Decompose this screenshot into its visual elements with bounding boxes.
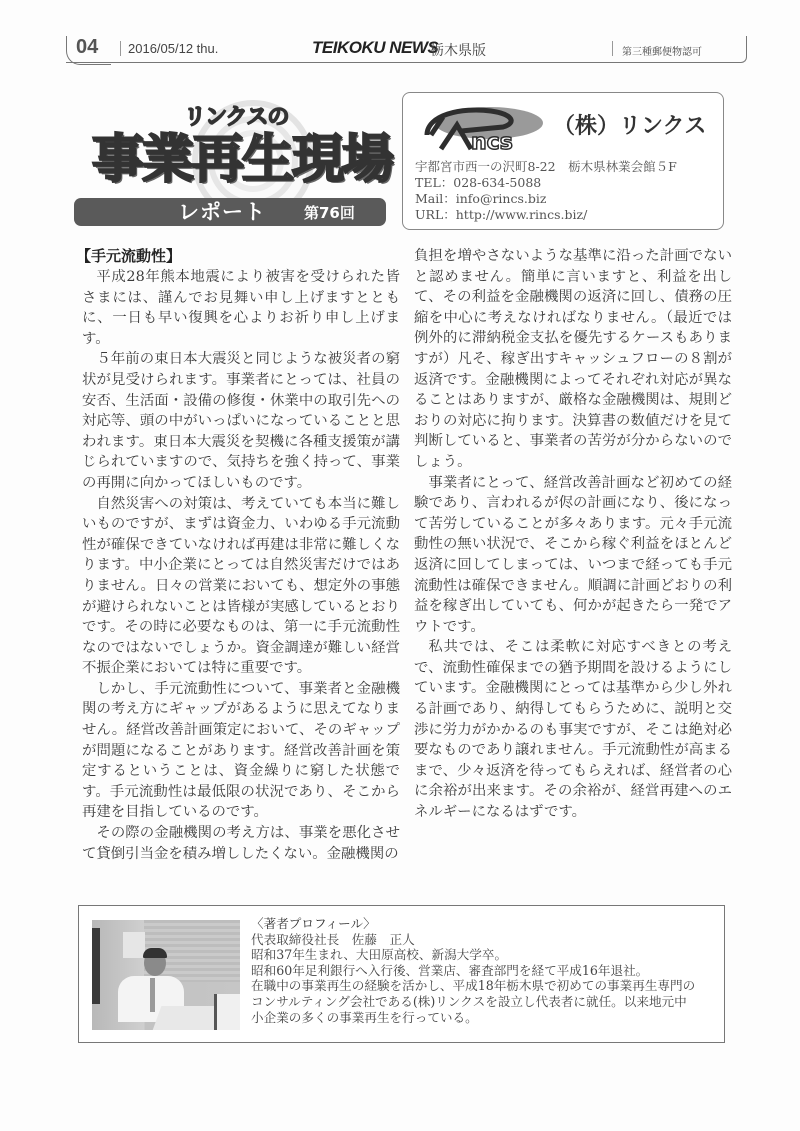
svg-text:ncs: ncs — [471, 130, 513, 153]
rincs-logo-icon — [421, 101, 543, 153]
coat — [92, 928, 100, 1004]
company-contact — [415, 159, 677, 223]
article-heading: 【手元流動性】 — [76, 247, 182, 265]
article-paragraph: しかし、手元流動性について、事業者と金融機関の考え方にギャップがあるように思えてなりません。経営改善計画策定において、そのギャップが問題になることがあります。経営改善計画を策定するということは、資金繰りに窮した状態です。手元流動性は最低限の状況であり、そこから再建を目指しているのです。 — [82, 680, 400, 821]
profile-line: 代表取締役社長 佐藤 正人 — [251, 931, 415, 947]
article-paragraph: 自然災害への対策は、考えていても本当に難しいものですが、まずは資金力、いわゆる手元流動性が確保できていなければ再建は非常に難しくなります。中小企業にとっては自然災害だけではありません。日々の営業においても、想定外の事態が避けられないことは皆様が実感しているとおりです。その時に必要なものは、第一に手元流動性なのではないでしょうか。資金調達が難しい経営不振企業においては特に重要です。 — [82, 495, 400, 677]
report-label: レポート — [178, 200, 266, 224]
author-profile-box — [78, 905, 725, 1043]
article-left-column — [76, 246, 400, 864]
article-paragraph: その際の金融機関の考え方は、事業を悪化させて貸倒引当金を積み増ししたくない。金融機関の — [82, 825, 400, 862]
profile-line: 昭和37年生まれ、大田原高校、新潟大学卒。 — [251, 947, 508, 963]
wall-poster — [123, 932, 145, 958]
company-mail: Mail：info@rincs.biz — [415, 191, 547, 206]
postal-permit: 第三種郵便物認可 — [622, 47, 702, 58]
article-paragraph: 事業者にとって、経営改善計画など初めての経験であり、言われるが侭の計画になり、後になって苦労していることが多々あります。元々手元流動性の無い状況で、そこから稼ぐ利益をほとんど返済に回してしまっては、いつまで経っても手元流動性は確保できません。順調に計画どおりの利益を稼ぎ出していても、何かが起きたら一発でアウトです。 — [414, 474, 732, 635]
company-tel: TEL：028-634-5088 — [415, 175, 542, 190]
running-header — [66, 36, 747, 63]
column-subtitle: リンクスの — [184, 105, 289, 130]
article-paragraph: 平成28年熊本地震により被害を受けられた皆さまには、謹んでお見舞い申し上げますとともに、一日も早い復興を心よりお祈り申し上げます。 — [82, 269, 400, 347]
company-address: 宇都宮市西一の沢町8-22 栃木県林業会館５F — [415, 159, 677, 174]
divider — [612, 41, 613, 56]
profile-line: コンサルティング会社である(株)リンクスを設立し代表者に就任。以来地元中 — [251, 993, 687, 1009]
company-url: URL：http://www.rincs.biz/ — [415, 207, 588, 222]
profile-line: 在職中の事業再生の経験を活かし、平成18年栃木県で初めての事業再生専門の — [251, 978, 696, 994]
edition-label: 栃木県版 — [430, 43, 486, 59]
column-main-title: 事業再生現場 — [92, 130, 393, 190]
newspaper-name: TEIKOKU NEWS — [312, 38, 439, 57]
profile-line: 小企業の多くの事業再生を行っている。 — [251, 1009, 478, 1025]
profile-line: 昭和60年足利銀行へ入行後、営業店、審査部門を経て平成16年退社。 — [251, 962, 649, 978]
company-info-card — [402, 92, 724, 230]
article-paragraph: ５年前の東日本大震災と同じような被災者の窮状が見受けられます。事業者にとっては、社員の安否、生活面・設備の修復・休業中の取引先への対応等、頭の中がいっぱいになっていることと思われます。東日本大震災を契機に各種支援策が講じられていますので、気持ちを強く持って、事業の再開に向かってほしいものです。 — [82, 351, 400, 491]
article-paragraph: 負担を増やさないような基準に沿った計画でないと認めません。簡単に言いますと、利益を出して、その利益を金融機関の返済に回し、債務の圧縮を中心に考えなければなりません。（最近では例外的に滞納税金支払を優先するケースもありますが）凡そ、稼ぎ出すキャッシュフローの８割が返済です。金融機関によってそれぞれ対応が異なることはありますが、厳格な金融機関は、規則どおりの対応に拘ります。決算書の数値だけを見て判断していると、事業者の苦労が分からないのでしょう。 — [414, 248, 732, 470]
company-name: （株）リンクス — [553, 114, 707, 139]
column-title-logo — [74, 92, 392, 226]
profile-title: 〈著者プロフィール〉 — [251, 916, 376, 931]
monitor — [214, 994, 240, 1030]
divider — [120, 41, 121, 56]
issue-number: 第76回 — [304, 204, 355, 222]
issue-date: 2016/05/12 thu. — [128, 41, 219, 56]
article-paragraph: 私共では、そこは柔軟に対応すべきとの考えで、流動性確保までの猶予期間を設けるようにしています。金融機関にとっては基準から少し外れる計画であり、納得してもらうために、説明と交渉に労力がかかるのも事実ですが、そこは絶対必要なものであり譲れません。手元流動性が高まるまで、少々返済を待ってもらえれば、経営者の心に余裕が出来ます。その余裕が、経営再建へのエネルギーになるはずです。 — [414, 639, 732, 821]
profile-text — [251, 916, 695, 1025]
person-hair — [143, 948, 167, 958]
person-tie — [150, 978, 155, 1012]
page-number: 04 — [76, 36, 99, 58]
article-right-column — [414, 246, 732, 823]
author-photo — [92, 920, 240, 1030]
